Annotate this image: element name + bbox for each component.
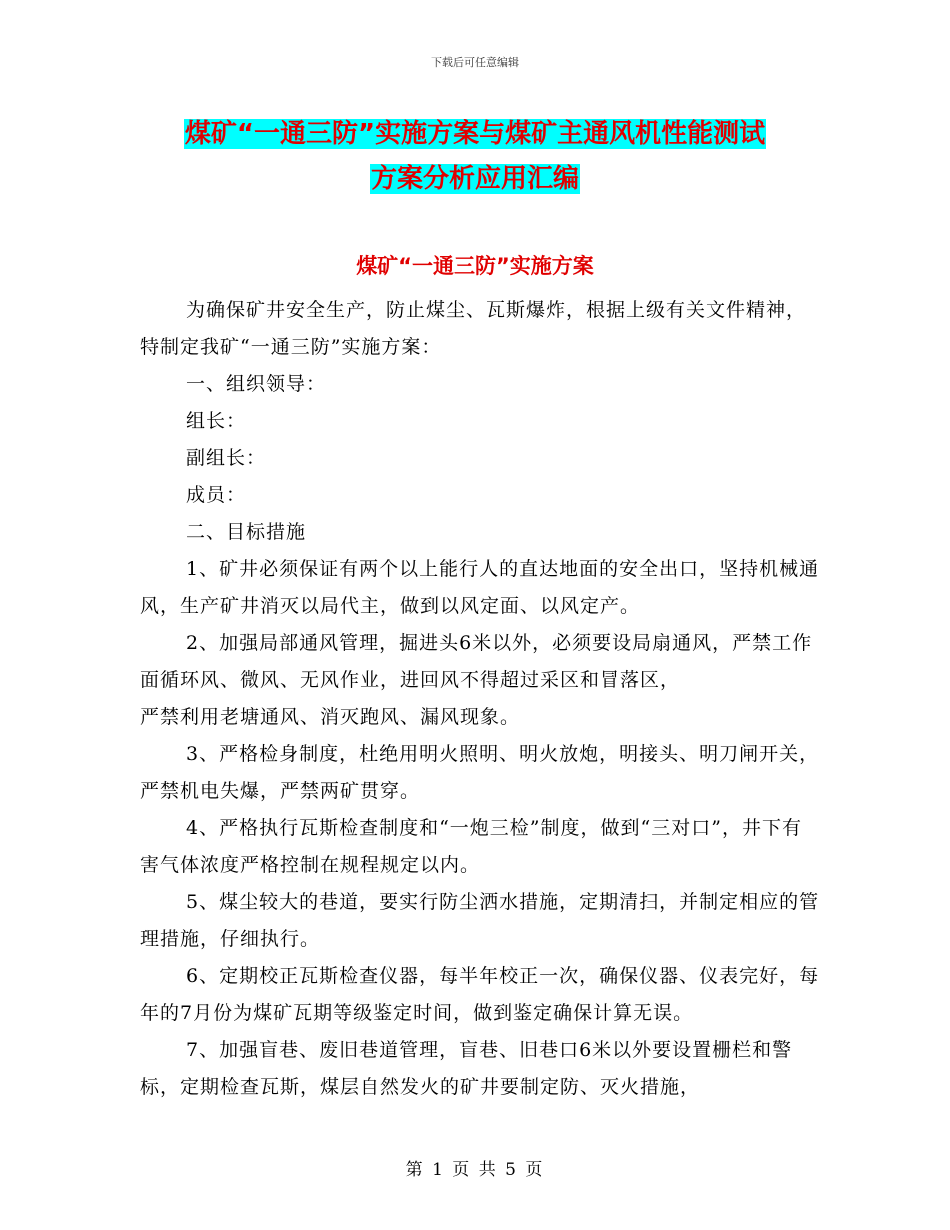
paragraph-item-5: 5、煤尘较大的巷道，要实行防尘洒水措施，定期清扫，并制定相应的管理措施，仔细执行。 (140, 891, 820, 950)
document-title-line-2: 方案分析应用汇编 (370, 164, 579, 194)
paragraph-deputy-leader: 副组长： (186, 447, 267, 469)
section-title: 煤矿“一通三防”实施方案 (356, 254, 594, 278)
paragraph-item-2-continued: 严禁利用老塘通风、消灭跑风、漏风现象。 (140, 706, 521, 728)
header-note: 下载后可任意编辑 (431, 56, 519, 69)
paragraph-item-1: 1、矿井必须保证有两个以上能行人的直达地面的安全出口，坚持机械通风，生产矿井消灭以局代主，做到以风定面、以风定产。 (140, 558, 820, 617)
paragraph-item-2: 2、加强局部通风管理，掘进头6米以外，必须要设局扇通风，严禁工作面循环风、微风、无风作业，进回风不得超过采区和冒落区， (140, 632, 813, 691)
document-title-line-1: 煤矿“一通三防”实施方案与煤矿主通风机性能测试 (184, 119, 766, 149)
paragraph-item-3: 3、严格检身制度，杜绝用明火照明、明火放炮，明接头、明刀闸开关，严禁机电失爆，严禁两矿贯穿。 (140, 743, 820, 802)
paragraph-item-6: 6、定期校正瓦斯检查仪器，每半年校正一次，确保仪器、仪表完好，每年的7月份为煤矿瓦期等级鉴定时间，做到鉴定确保计算无误。 (140, 965, 820, 1024)
body-text (140, 292, 820, 1106)
paragraph-leader: 组长： (186, 410, 247, 432)
paragraph-intro: 为确保矿井安全生产，防止煤尘、瓦斯爆炸，根据上级有关文件精神，特制定我矿“一通三防”实施方案： (140, 299, 807, 358)
paragraph-item-7: 7、加强盲巷、废旧巷道管理，盲巷、旧巷口6米以外要设置栅栏和警标，定期检查瓦斯，煤层自然发火的矿井要制定防、灭火措施， (140, 1039, 793, 1098)
paragraph-heading-2: 二、目标措施 (186, 521, 307, 543)
paragraph-members: 成员： (186, 484, 247, 506)
paragraph-heading-1: 一、组织领导： (186, 373, 327, 395)
paragraph-item-4: 4、严格执行瓦斯检查制度和“一炮三检”制度，做到“三对口”，井下有害气体浓度严格控制在规程规定以内。 (140, 817, 802, 876)
page-footer: 第 1 页 共 5 页 (405, 1160, 545, 1180)
